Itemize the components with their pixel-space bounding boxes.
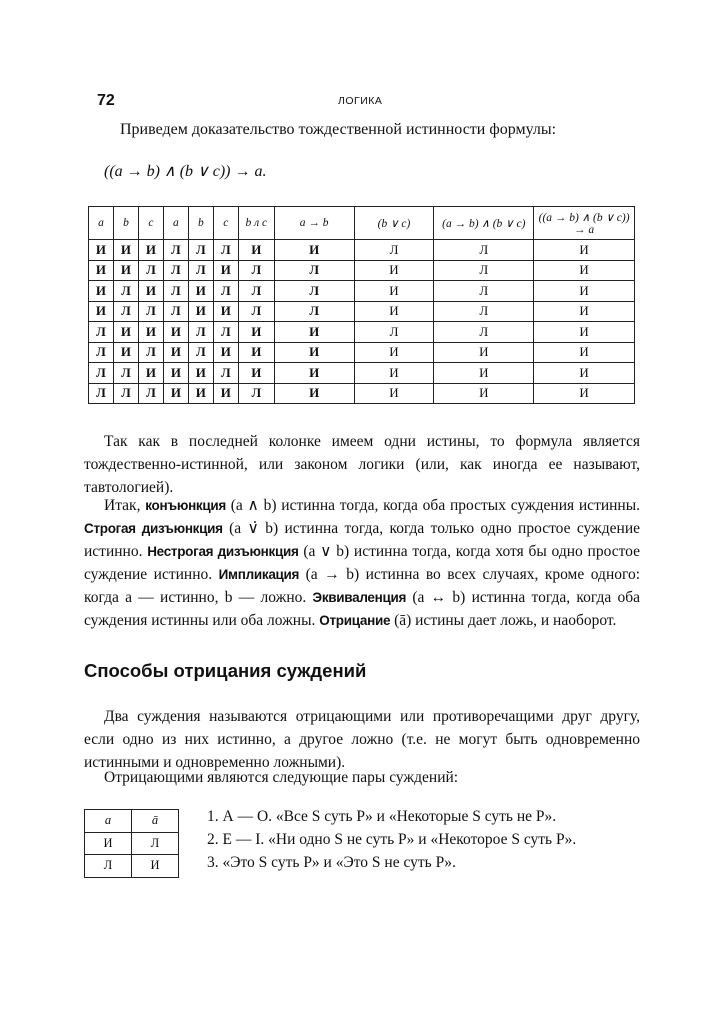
table-cell: И — [434, 363, 534, 384]
table-cell: Л — [85, 855, 132, 878]
table-cell: И — [534, 260, 635, 281]
table-cell: Л — [238, 301, 274, 322]
table-cell: И — [188, 363, 213, 384]
table-row — [89, 383, 635, 404]
intro-text: Приведем доказательство тождественной истинности формулы: — [120, 121, 557, 138]
term-nonstrict-disjunction: Нестрогая дизъюнкция — [147, 544, 299, 559]
table-cell: И — [274, 363, 354, 384]
header-cell: b л c — [238, 207, 274, 240]
table-cell: И — [163, 322, 188, 343]
paragraph-tautology: Так как в последней колонке имеем одни истины, то формула является тождественно-истинной, или законом логики (или, как иногда ее называют, тавтологией). — [84, 433, 640, 496]
table-cell: Л — [188, 240, 213, 261]
paragraph-connectives — [84, 494, 640, 632]
table-cell: Л — [434, 301, 534, 322]
text-fragment: (a ∨ b) истинна тогда, когда хотя бы одно простое суждение истинно. — [84, 543, 640, 583]
table-cell: Л — [238, 260, 274, 281]
table-cell: И — [274, 383, 354, 404]
table-cell: И — [85, 832, 132, 855]
table-row — [89, 342, 635, 363]
table-cell: И — [132, 855, 179, 878]
table-cell: Л — [89, 383, 114, 404]
table-row — [85, 832, 179, 855]
table-cell: И — [89, 240, 114, 261]
table-cell: И — [213, 260, 238, 281]
term-strict-disjunction: Строгая дизъюнкция — [84, 521, 223, 536]
header-cell: c — [213, 207, 238, 240]
table-cell: И — [534, 342, 635, 363]
table-cell: И — [113, 342, 138, 363]
table-cell: И — [274, 342, 354, 363]
table-cell: И — [534, 240, 635, 261]
table-cell: И — [138, 363, 163, 384]
table-cell: Л — [132, 832, 179, 855]
header-cell: c — [138, 207, 163, 240]
table-row — [89, 322, 635, 343]
table-cell: Л — [113, 301, 138, 322]
table-cell: И — [354, 383, 434, 404]
table-cell: Л — [138, 342, 163, 363]
negation-pairs-list — [207, 805, 576, 874]
paragraph-definition: Два суждения называются отрицающими или противоречащими друг другу, если одно из них истинно, а другое ложно (т.е. не могут быть одновременно истинными и одновременно ложными). — [84, 708, 640, 771]
table-cell: Л — [89, 363, 114, 384]
header-cell: b — [113, 207, 138, 240]
table-cell: И — [274, 322, 354, 343]
table-cell: Л — [89, 342, 114, 363]
table-cell: И — [354, 281, 434, 302]
header-cell: (b ∨ c) — [354, 207, 434, 240]
table-cell: Л — [163, 281, 188, 302]
formula: ((a → b) ∧ (b ∨ c)) → a. — [104, 163, 267, 180]
table-cell: И — [238, 322, 274, 343]
table-cell: И — [354, 260, 434, 281]
table-cell: Л — [274, 260, 354, 281]
table-cell: И — [238, 240, 274, 261]
table-cell: И — [434, 383, 534, 404]
table-cell: И — [163, 363, 188, 384]
table-cell: Л — [213, 240, 238, 261]
table-cell: И — [138, 322, 163, 343]
term-negation: Отрицание — [319, 613, 391, 628]
paragraph-pairs-intro: Отрицающими являются следующие пары суждений: — [104, 769, 459, 786]
table-cell: И — [89, 281, 114, 302]
table-cell: И — [534, 301, 635, 322]
table-cell: Л — [213, 322, 238, 343]
table-cell: И — [138, 281, 163, 302]
text-fragment: Итак, — [104, 497, 141, 514]
table-cell: Л — [138, 301, 163, 322]
table-cell: И — [188, 281, 213, 302]
text-fragment: (a ∧ b) истинна тогда, когда оба простых суждения истинны. — [230, 497, 641, 514]
table-cell: И — [89, 301, 114, 322]
table-cell: И — [354, 301, 434, 322]
table-cell: И — [89, 260, 114, 281]
text-fragment: (a → b) истинна во всех случаях, кроме одного: когда a — истинно, b — ложно. — [84, 566, 641, 606]
text-fragment: (a ↔ b) истинна тогда, когда оба суждения истинны или оба ложны. — [84, 589, 640, 629]
table-cell: И — [213, 342, 238, 363]
text-fragment: (a ∨̇ b) истинна тогда, когда только одно простое суждение истинно. — [84, 520, 640, 560]
table-cell: И — [534, 322, 635, 343]
table-cell: И — [213, 301, 238, 322]
table-cell: И — [138, 240, 163, 261]
header-cell: a — [89, 207, 114, 240]
table-cell: И — [534, 363, 635, 384]
list-item: 2. Е — I. «Ни одно S не суть P» и «Некоторое S суть P». — [207, 831, 577, 848]
table-cell: И — [113, 322, 138, 343]
table-cell: Л — [354, 240, 434, 261]
table-cell: И — [354, 342, 434, 363]
table-cell: Л — [113, 281, 138, 302]
table-cell: Л — [238, 281, 274, 302]
header-cell: (a → b) ∧ (b ∨ c) — [434, 207, 534, 240]
table-cell: И — [188, 301, 213, 322]
table-cell: И — [238, 363, 274, 384]
term-equivalence: Эквиваленция — [312, 590, 407, 605]
header-cell: ā — [132, 810, 179, 833]
table-cell: Л — [354, 322, 434, 343]
table-cell: Л — [434, 281, 534, 302]
table-cell: И — [274, 240, 354, 261]
table-cell: Л — [163, 260, 188, 281]
header-cell: b — [188, 207, 213, 240]
running-title: ЛОГИКА — [338, 95, 383, 107]
table-cell: Л — [434, 240, 534, 261]
table-cell: И — [113, 240, 138, 261]
term-conjunction: конъюнкция — [145, 498, 226, 513]
table-cell: И — [163, 342, 188, 363]
table-cell: И — [188, 383, 213, 404]
negation-table — [84, 809, 179, 878]
table-cell: Л — [434, 322, 534, 343]
term-implication: Импликация — [218, 567, 300, 582]
table-cell: И — [213, 383, 238, 404]
table-cell: Л — [138, 260, 163, 281]
table-cell: Л — [89, 322, 114, 343]
list-item: 3. «Это S суть P» и «Это S не суть P». — [207, 854, 456, 871]
table-cell: И — [534, 383, 635, 404]
header-cell: a → b — [274, 207, 354, 240]
table-cell: Л — [188, 322, 213, 343]
table-cell: Л — [274, 281, 354, 302]
truth-table-body — [89, 240, 635, 404]
table-cell: Л — [188, 342, 213, 363]
table-cell: Л — [163, 301, 188, 322]
header-cell: a — [163, 207, 188, 240]
table-row — [89, 363, 635, 384]
table-row — [89, 281, 635, 302]
table-cell: И — [354, 363, 434, 384]
table-cell: И — [534, 281, 635, 302]
list-item: 1. А — О. «Все S суть P» и «Некоторые S суть не P». — [207, 808, 557, 825]
table-cell: И — [163, 383, 188, 404]
header-cell: ((a → b) ∧ (b ∨ c)) → a — [534, 207, 635, 240]
table-cell: И — [113, 260, 138, 281]
table-cell: Л — [238, 383, 274, 404]
header-cell: a — [85, 810, 132, 833]
text-fragment: (ā) истины дает ложь, и наоборот. — [394, 612, 617, 629]
table-row — [85, 855, 179, 878]
truth-table — [88, 206, 635, 404]
table-cell: Л — [213, 363, 238, 384]
table-row — [89, 240, 635, 261]
negation-table-header — [85, 810, 179, 833]
table-cell: Л — [113, 383, 138, 404]
table-cell: Л — [274, 301, 354, 322]
table-cell: И — [238, 342, 274, 363]
table-cell: Л — [188, 260, 213, 281]
table-cell: Л — [434, 260, 534, 281]
table-row — [89, 260, 635, 281]
table-row — [89, 301, 635, 322]
table-cell: Л — [213, 281, 238, 302]
page-number: 72 — [97, 92, 115, 109]
table-cell: И — [434, 342, 534, 363]
table-cell: Л — [138, 383, 163, 404]
table-cell: Л — [163, 240, 188, 261]
section-heading: Способы отрицания суждений — [84, 660, 367, 681]
truth-table-header — [89, 207, 635, 240]
table-cell: Л — [113, 363, 138, 384]
